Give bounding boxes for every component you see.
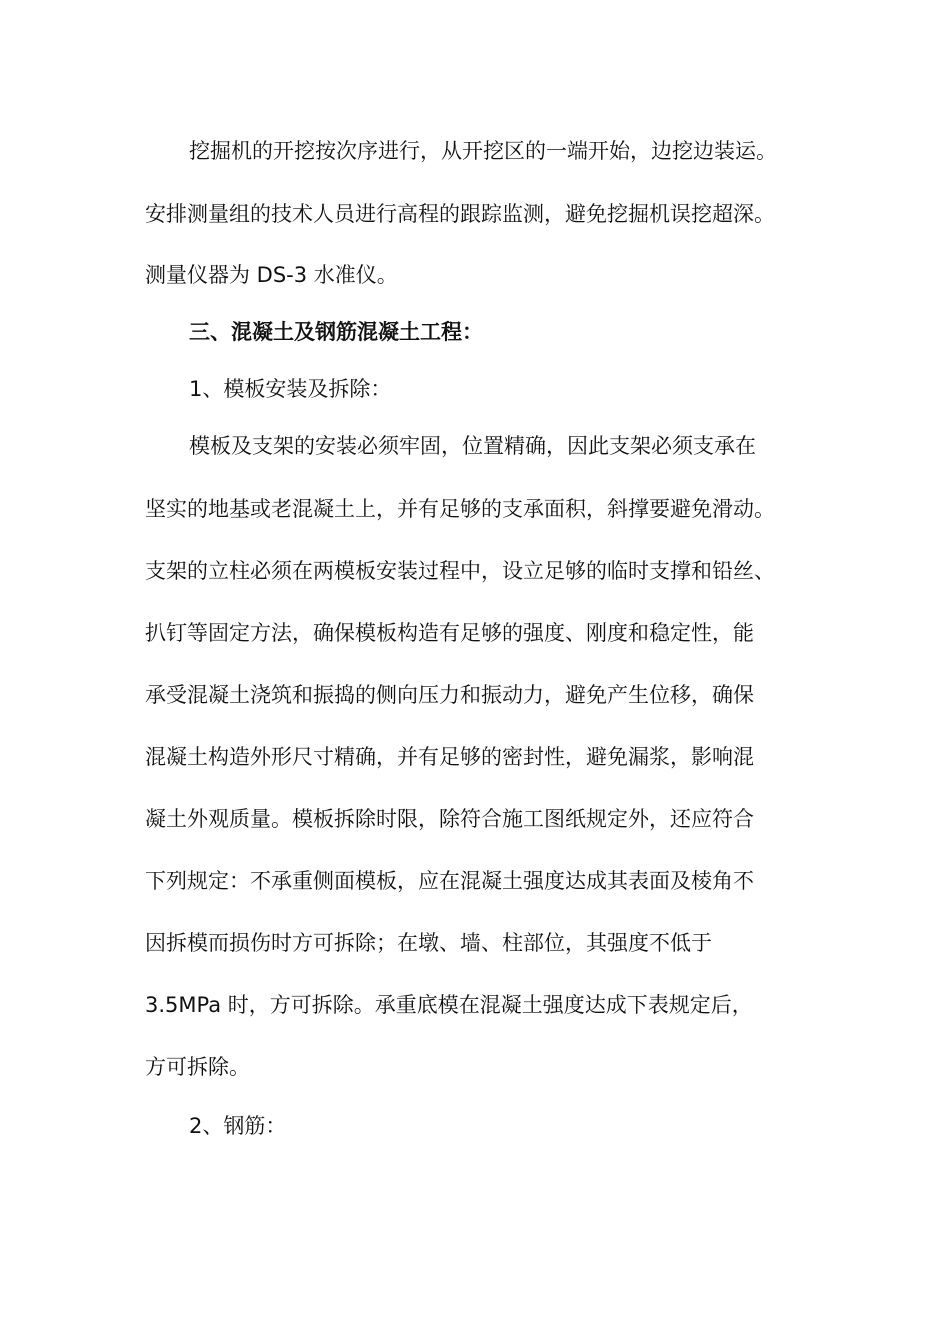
- paragraph-line: 模板及支架的安装必须牢固，位置精确，因此支架必须支承在: [189, 434, 756, 458]
- paragraph-line: 下列规定：不承重侧面模板，应在混凝土强度达成其表面及棱角不: [145, 869, 754, 893]
- paragraph-line: 混凝土构造外形尺寸精确，并有足够的密封性，避免漏浆，影响混: [145, 745, 754, 769]
- section-heading: 三、混凝土及钢筋混凝土工程：: [189, 320, 483, 344]
- paragraph-line: 凝土外观质量。模板拆除时限，除符合施工图纸规定外，还应符合: [145, 807, 754, 831]
- paragraph-line: 坚实的地基或老混凝土上，并有足够的支承面积，斜撑要避免滑动。: [145, 497, 775, 521]
- paragraph-line: 安排测量组的技术人员进行高程的跟踪监测，避免挖掘机误挖超深。: [145, 202, 775, 226]
- paragraph-line: 3.5MPa 时，方可拆除。承重底模在混凝土强度达成下表规定后，: [145, 993, 753, 1017]
- subsection-heading: 1、模板安装及拆除：: [189, 377, 392, 401]
- paragraph-line: 方可拆除。: [145, 1055, 250, 1079]
- subsection-heading: 2、钢筋：: [189, 1114, 287, 1138]
- paragraph-line: 扒钉等固定方法，确保模板构造有足够的强度、刚度和稳定性，能: [145, 621, 754, 645]
- paragraph-line: 支架的立柱必须在两模板安装过程中，设立足够的临时支撑和铅丝、: [145, 559, 775, 583]
- paragraph-line: 挖掘机的开挖按次序进行，从开挖区的一端开始，边挖边装运。: [189, 139, 777, 163]
- paragraph-line: 测量仪器为 DS-3 水准仪。: [145, 263, 398, 287]
- paragraph-line: 因拆模而损伤时方可拆除；在墩、墙、柱部位，其强度不低于: [145, 931, 712, 955]
- paragraph-line: 承受混凝土浇筑和振捣的侧向压力和振动力，避免产生位移，确保: [145, 683, 754, 707]
